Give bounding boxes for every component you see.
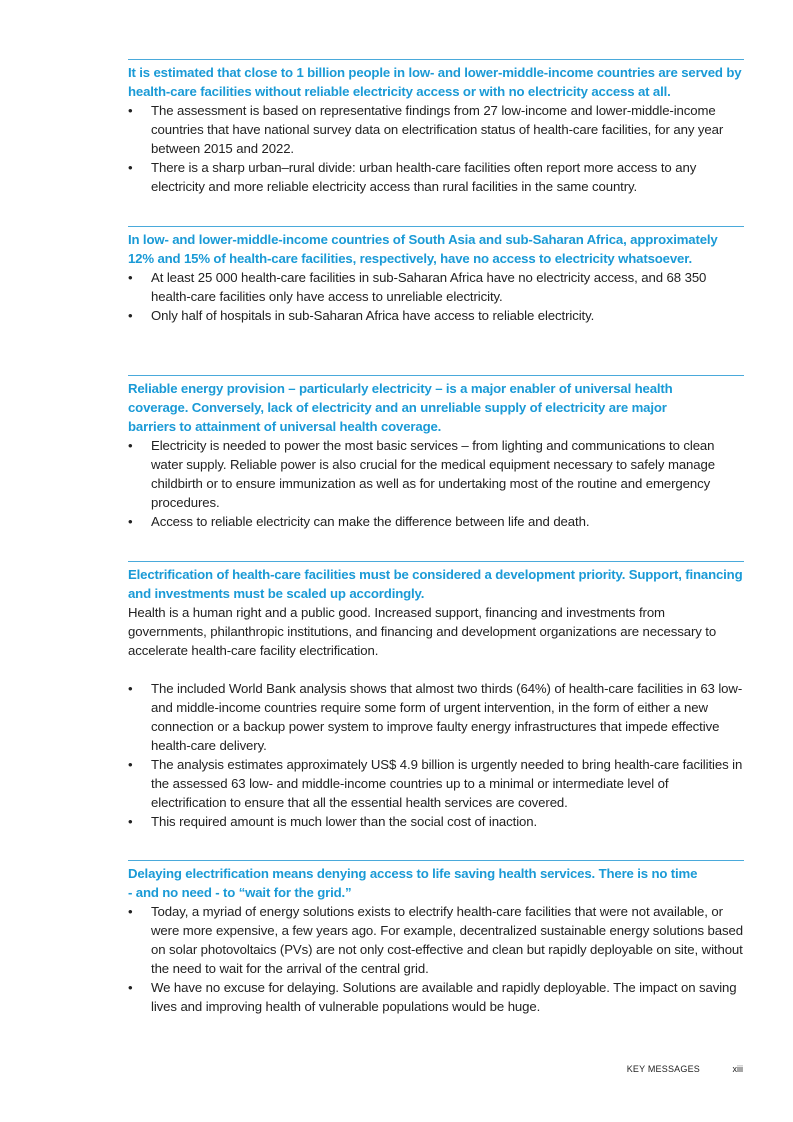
section-heading: Electrification of health-care facilities must be considered a development priority. Support, financing and investments must be scaled up accordingly. — [128, 567, 743, 601]
key-message-section-1 — [128, 59, 744, 196]
bullet-marker: • — [128, 514, 133, 529]
bullet-text: Today, a myriad of energy solutions exists to electrify health-care facilities that were not available, or were more expensive, a few years ago. For example, decentralized sustainable energy solutions based on solar photovoltaics (PVs) are not only cost-effective and clean but rapidly deployable on site, without the need to wait for the arrival of the central grid. — [151, 904, 743, 976]
bullet-list — [128, 268, 744, 325]
section-paragraph: Health is a human right and a public good. Increased support, financing and investments from governments, philanthropic institutions, and financing and development organizations are necessary to accelerate health-care facility electrification. — [128, 605, 717, 658]
bullet-marker: • — [128, 270, 133, 285]
bullet-text: The included World Bank analysis shows that almost two thirds (64%) of health-care facilities in 63 low- and middle-income countries require some form of urgent intervention, in the form of either a new connection or a backup power system to improve faulty energy infrastructures that impede effective health-care delivery. — [151, 681, 743, 753]
bullet-marker: • — [128, 904, 133, 919]
list-item — [128, 978, 744, 1016]
bullet-text: This required amount is much lower than the social cost of inaction. — [151, 814, 538, 829]
list-item — [128, 101, 744, 158]
key-message-section-4 — [128, 561, 744, 831]
bullet-marker: • — [128, 980, 133, 995]
bullet-marker: • — [128, 308, 133, 323]
list-item — [128, 306, 744, 325]
bullet-text: At least 25 000 health-care facilities in sub-Saharan Africa have no electricity access, and 68 350 health-care facilities only have access to unreliable electricity. — [151, 270, 707, 304]
bullet-text: The assessment is based on representative findings from 27 low-income and lower-middle-income countries that have national survey data on electrification status of health-care facilities, for any year between 2015 and 2022. — [151, 103, 724, 156]
bullet-marker: • — [128, 103, 133, 118]
list-item — [128, 158, 744, 196]
section-heading: It is estimated that close to 1 billion people in low- and lower-middle-income countries are served by health-care facilities without reliable electricity access or with no electricity access at all. — [128, 65, 742, 99]
bullet-text: Access to reliable electricity can make the difference between life and death. — [151, 514, 590, 529]
bullet-text: There is a sharp urban–rural divide: urban health-care facilities often report more access to any electricity and more reliable electricity access than rural facilities in the same country. — [151, 160, 697, 194]
page-number: xiii — [732, 1064, 743, 1074]
section-divider — [128, 860, 744, 861]
bullet-list — [128, 101, 744, 196]
key-message-section-2 — [128, 226, 744, 325]
list-item — [128, 268, 744, 306]
section-heading: In low- and lower-middle-income countries of South Asia and sub-Saharan Africa, approximately 12% and 15% of health-care facilities, respectively, have no access to electricity whatsoever. — [128, 232, 718, 266]
bullet-text: We have no excuse for delaying. Solutions are available and rapidly deployable. The impact on saving lives and improving health of vulnerable populations would be huge. — [151, 980, 737, 1014]
list-item — [128, 436, 744, 512]
bullet-marker: • — [128, 757, 133, 772]
section-divider — [128, 226, 744, 227]
key-message-section-3 — [128, 375, 744, 531]
page-footer — [627, 1064, 743, 1074]
section-divider — [128, 59, 744, 60]
section-heading: Reliable energy provision – particularly electricity – is a major enabler of universal health coverage. Conversely, lack of electricity and an unreliable supply of electricity are major barriers to attainment of universal health coverage. — [128, 381, 673, 434]
list-item — [128, 512, 744, 531]
list-item — [128, 902, 744, 978]
section-divider — [128, 561, 744, 562]
bullet-marker: • — [128, 160, 133, 175]
footer-section-label: KEY MESSAGES — [626, 1064, 700, 1074]
bullet-marker: • — [128, 681, 133, 696]
section-heading: Delaying electrification means denying access to life saving health services. There is no time - and no need - to “wait for the grid.” — [128, 866, 698, 900]
bullet-marker: • — [128, 438, 133, 453]
bullet-list — [128, 436, 744, 531]
bullet-text: Electricity is needed to power the most basic services – from lighting and communications to clean water supply. Reliable power is also crucial for the medical equipment necessary to safely manage childbirth or to ensure immunization as well as for undertaking most of the routine and emergency procedures. — [151, 438, 715, 510]
list-item — [128, 679, 744, 755]
bullet-list — [128, 902, 744, 1016]
bullet-list — [128, 679, 744, 831]
bullet-text: Only half of hospitals in sub-Saharan Africa have access to reliable electricity. — [151, 308, 595, 323]
list-item — [128, 755, 744, 812]
section-divider — [128, 375, 744, 376]
bullet-marker: • — [128, 814, 133, 829]
key-message-section-5 — [128, 860, 744, 1016]
bullet-text: The analysis estimates approximately US$ 4.9 billion is urgently needed to bring health-care facilities in the assessed 63 low- and middle-income countries up to a minimal or intermediate level of electrification to ensure that all the essential health services are covered. — [151, 757, 743, 810]
list-item — [128, 812, 744, 831]
